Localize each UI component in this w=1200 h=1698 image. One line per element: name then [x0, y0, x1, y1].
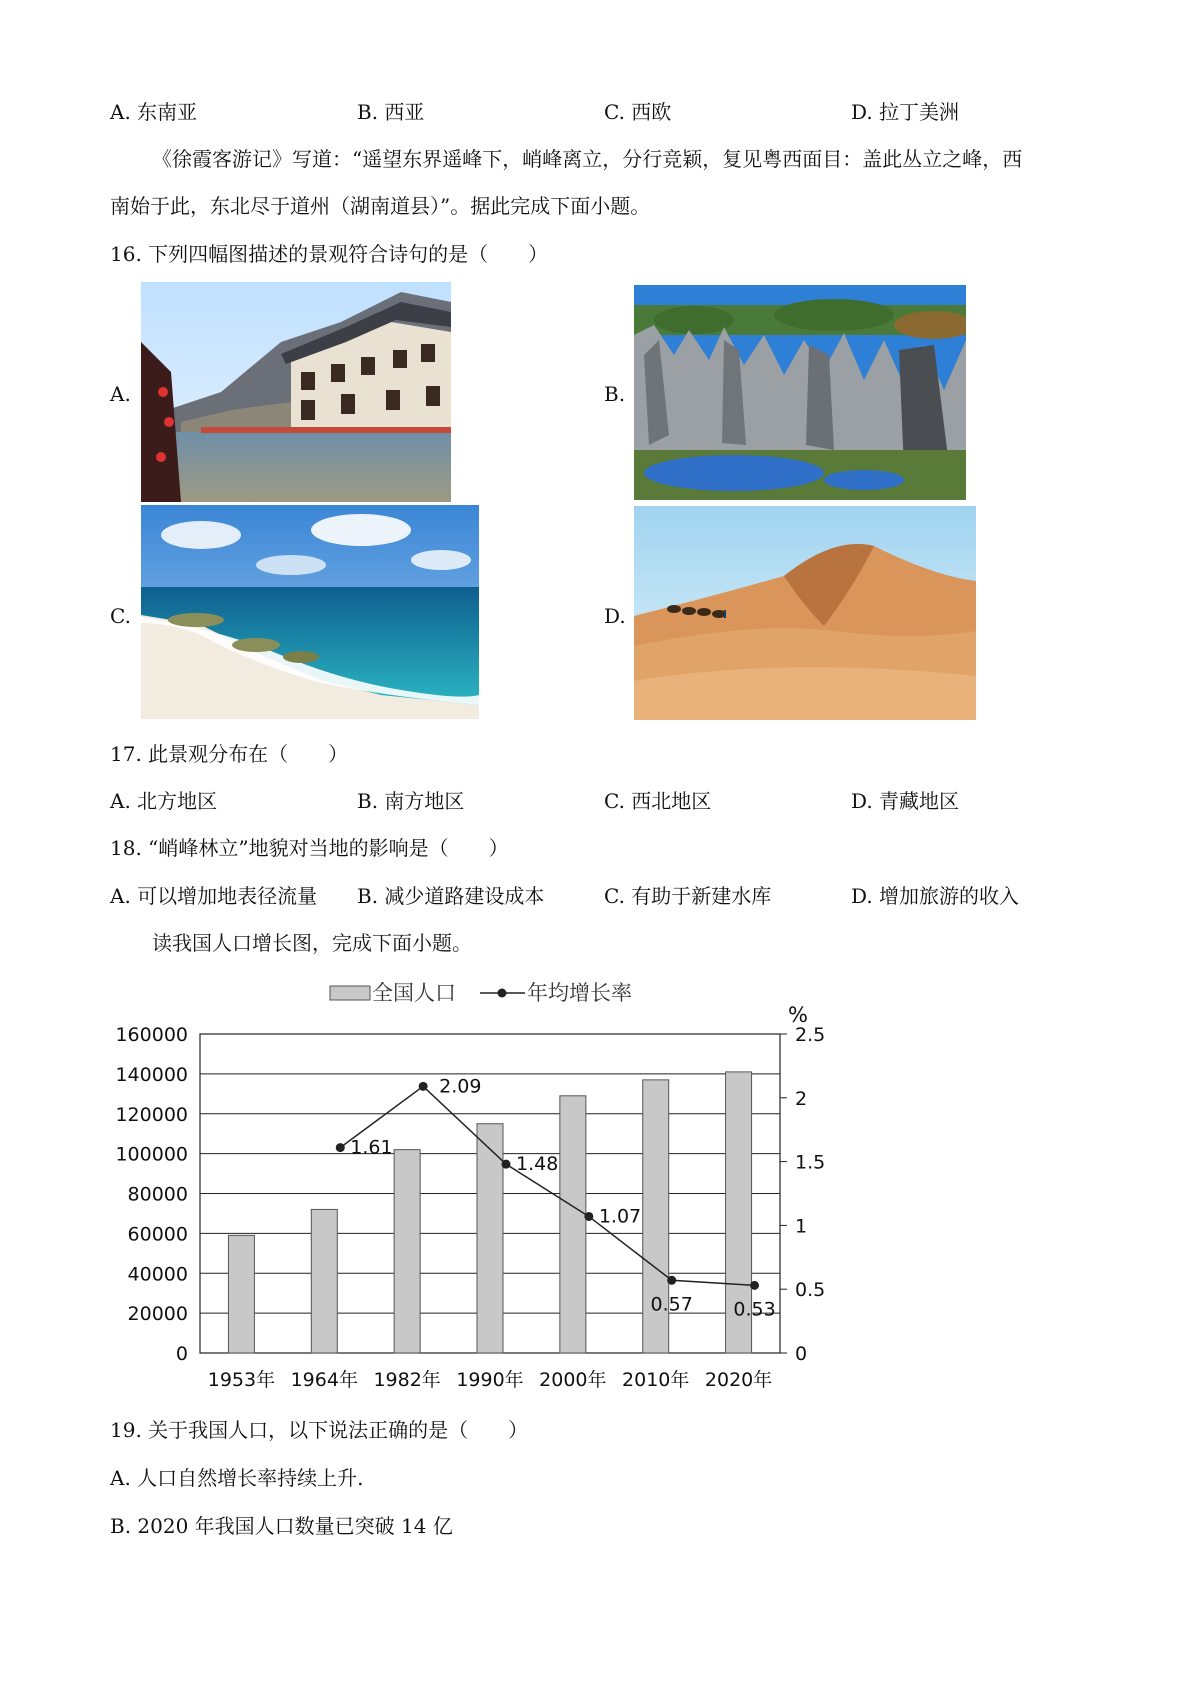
q19-stem: 19. 关于我国人口，以下说法正确的是（ ） [110, 1418, 529, 1442]
left-tick-label: 80000 [127, 1183, 188, 1206]
right-tick-label: 0.5 [795, 1279, 826, 1302]
growth-rate-data-label: 0.57 [650, 1293, 693, 1316]
category-label: 1982年 [373, 1369, 441, 1391]
category-label: 1990年 [456, 1369, 524, 1391]
q16-label-a: A. [110, 382, 131, 406]
category-label: 2010年 [622, 1369, 690, 1391]
q19-option-b[interactable]: B. 2020 年我国人口数量已突破 14 亿 [110, 1514, 453, 1538]
growth-rate-data-label: 1.61 [350, 1136, 393, 1159]
chart-intro: 读我国人口增长图，完成下面小题。 [152, 931, 472, 955]
q18-option-d[interactable]: D. 增加旅游的收入 [851, 884, 1020, 908]
category-label: 2000年 [539, 1369, 607, 1391]
right-tick-label: 2 [795, 1087, 808, 1110]
right-tick-label: 1.5 [795, 1151, 826, 1174]
right-tick-label: 0 [795, 1343, 808, 1365]
legend-label-population: 全国人口 [372, 981, 456, 1005]
growth-rate-point [584, 1212, 593, 1221]
left-tick-label: 120000 [115, 1103, 188, 1126]
category-label: 1953年 [207, 1369, 276, 1391]
right-tick-label: 1 [795, 1215, 808, 1238]
left-tick-label: 140000 [115, 1063, 188, 1086]
category-label: 2020年 [704, 1369, 773, 1391]
bar-5 [560, 1096, 586, 1353]
right-tick-label: 2.5 [795, 1024, 826, 1046]
growth-rate-data-label: 1.07 [598, 1205, 642, 1228]
growth-rate-data-label: 2.09 [439, 1075, 482, 1098]
bar-2 [311, 1209, 337, 1353]
q16-stem: 16. 下列四幅图描述的景观符合诗句的是（ ） [110, 242, 549, 266]
left-tick-label: 40000 [127, 1263, 188, 1286]
q16-label-c: C. [110, 604, 131, 628]
right-unit-label: % [788, 1003, 808, 1027]
growth-rate-point [667, 1276, 676, 1285]
growth-rate-data-label: 0.53 [733, 1298, 776, 1321]
passage-line-1: 《徐霞客游记》写道：“遥望东界遥峰下，峭峰离立，分行竞颖，复见粤西面目：盖此丛立之峰，西 [152, 147, 1023, 171]
q18-stem: 18. “峭峰林立”地貌对当地的影响是（ ） [110, 836, 509, 860]
left-tick-label: 160000 [115, 1024, 188, 1046]
q17-stem: 17. 此景观分布在（ ） [110, 742, 349, 766]
growth-rate-point [336, 1143, 345, 1152]
q15-option-a[interactable]: A. 东南亚 [110, 100, 198, 124]
left-tick-label: 100000 [115, 1143, 188, 1166]
q15-option-d[interactable]: D. 拉丁美洲 [851, 100, 960, 124]
q17-option-d[interactable]: D. 青藏地区 [851, 789, 960, 813]
left-tick-label: 60000 [127, 1223, 188, 1246]
passage-line-2: 南始于此，东北尽于道州（湖南道县）”。据此完成下面小题。 [110, 194, 651, 218]
q19-option-a[interactable]: A. 人口自然增长率持续上升. [110, 1466, 364, 1490]
legend-line-point [498, 989, 507, 998]
bar-1 [228, 1235, 254, 1353]
left-tick-label: 20000 [127, 1303, 188, 1326]
q17-option-c[interactable]: C. 西北地区 [604, 789, 712, 813]
category-label: 1964年 [290, 1369, 358, 1391]
bar-3 [394, 1150, 420, 1353]
q18-option-a[interactable]: A. 可以增加地表径流量 [110, 884, 318, 908]
growth-rate-data-label: 1.48 [516, 1153, 559, 1176]
q15-option-b[interactable]: B. 西亚 [357, 100, 425, 124]
q16-label-b: B. [604, 382, 626, 406]
q18-option-c[interactable]: C. 有助于新建水库 [604, 884, 772, 908]
q18-option-b[interactable]: B. 减少道路建设成本 [357, 884, 545, 908]
legend-bar-swatch [330, 986, 370, 1000]
growth-rate-point [502, 1160, 511, 1169]
q17-option-b[interactable]: B. 南方地区 [357, 789, 465, 813]
q16-label-d: D. [604, 604, 626, 628]
growth-rate-point [419, 1082, 428, 1091]
q17-option-a[interactable]: A. 北方地区 [110, 789, 218, 813]
legend-label-growth-rate: 年均增长率 [527, 981, 632, 1005]
left-tick-label: 0 [175, 1343, 188, 1365]
growth-rate-point [750, 1281, 759, 1290]
q15-option-c[interactable]: C. 西欧 [604, 100, 672, 124]
